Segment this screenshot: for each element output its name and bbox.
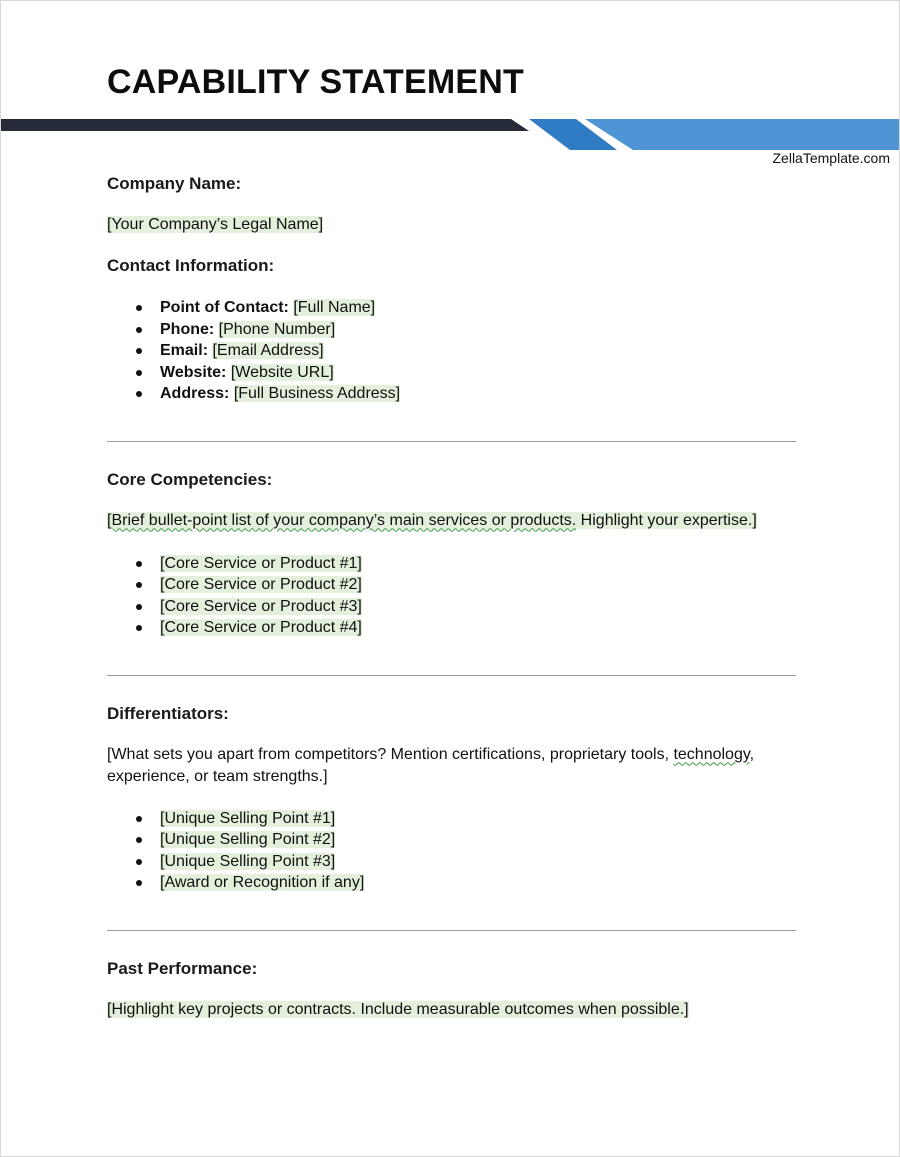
competencies-intro[interactable]: [Brief bullet-point list of your company’s main services or products. Highlight your expertise.] (107, 511, 757, 529)
section-divider (107, 441, 796, 442)
contact-value-field[interactable]: [Full Name] (293, 299, 376, 316)
differentiators-intro[interactable]: [What sets you apart from competitors? Mention certifications, proprietary tools, technology, experience, or team strengths.] (107, 745, 755, 785)
banner-dark-stripe (1, 119, 529, 131)
contact-value-field[interactable]: [Email Address] (212, 342, 324, 359)
website-label: ZellaTemplate.com (772, 150, 890, 166)
list-item[interactable]: [Core Service or Product #3] (107, 596, 797, 618)
contact-section (107, 256, 797, 405)
document-title: CAPABILITY STATEMENT (107, 63, 525, 101)
list-item[interactable]: [Core Service or Product #1] (107, 553, 797, 575)
list-item[interactable]: [Unique Selling Point #3] (107, 851, 797, 873)
contact-value-field[interactable]: [Website URL] (230, 363, 334, 381)
differentiators-list (107, 808, 797, 894)
differentiators-section (107, 704, 797, 894)
contact-value-field[interactable]: [Phone Number] (218, 320, 336, 338)
contact-item-website: Website: [Website URL] (107, 362, 797, 384)
performance-text[interactable]: [Highlight key projects or contracts. Include measurable outcomes when possible.] (107, 1000, 689, 1018)
contact-item-point-of-contact: Point of Contact: [Full Name] (107, 297, 797, 319)
contact-list (107, 297, 797, 405)
performance-heading: Past Performance: (107, 958, 258, 978)
contact-item-address: Address: [Full Business Address] (107, 383, 797, 405)
list-item[interactable]: [Unique Selling Point #1] (107, 808, 797, 830)
competencies-heading: Core Competencies: (107, 469, 273, 489)
contact-item-phone: Phone: [Phone Number] (107, 319, 797, 341)
content (107, 171, 797, 1021)
contact-item-email: Email: [Email Address] (107, 340, 797, 362)
performance-section (107, 959, 797, 1021)
contact-value-field[interactable]: [Full Business Address] (233, 385, 401, 402)
contact-heading: Contact Information: (107, 256, 275, 275)
competencies-list (107, 553, 797, 639)
differentiators-heading: Differentiators: (107, 703, 229, 723)
section-divider (107, 675, 796, 676)
list-item[interactable]: [Award or Recognition if any] (107, 872, 797, 894)
list-item[interactable]: [Core Service or Product #4] (107, 617, 797, 639)
company-section (107, 174, 797, 236)
section-divider (107, 930, 796, 931)
list-item[interactable]: [Core Service or Product #2] (107, 574, 797, 596)
list-item[interactable]: [Unique Selling Point #2] (107, 829, 797, 851)
company-name-field[interactable]: [Your Company’s Legal Name] (107, 216, 324, 233)
competencies-section (107, 470, 797, 639)
banner-blue-stripe (585, 119, 900, 150)
company-heading: Company Name: (107, 174, 242, 193)
header-banner (1, 111, 900, 156)
